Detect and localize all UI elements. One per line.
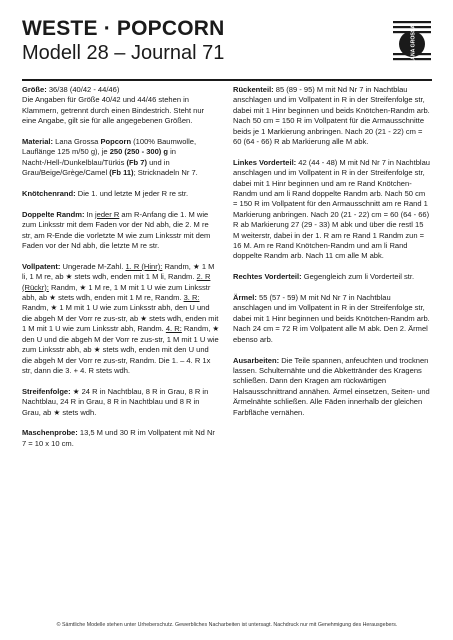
section-doppelte-randm (22, 210, 220, 252)
section-groesse (22, 85, 220, 127)
header-rule (22, 79, 432, 81)
vollpatent-text-2: Randm, ★ 1 M li, 1 M re, ab ★ stets wdh, enden mit 1 M li, Randm. (22, 261, 215, 282)
section-maschenprobe (22, 428, 220, 449)
section-rueckenteil (233, 85, 431, 147)
heading-material: Material: (22, 137, 54, 147)
material-yarn: Popcorn (100, 137, 132, 147)
vollpatent-text-4: Randm, ★ 1 M mit 1 U wie zum Linksstr abh, den U und die abgeh M der Vorr re zus-str, ab ★ stets wdh, enden mit 1 M mit 1 U wie zum Linksstr abh, Randm. (22, 303, 219, 334)
section-linkes-vorderteil (233, 158, 431, 262)
material-amount: 250 (250 - 300) g (109, 147, 169, 157)
aermel-text: 55 (57 - 59) M mit Nd Nr 7 in Nachtblau anschlagen und im Vollpatent in R in der Streifenfolge str, dabei mit 1 Hinr beginnen und beids Knötchen-Randm arb. Nach 24 cm = 72 R im Vollpatent alle M abk. Den 2. Ärmel ebenso arb. (233, 293, 430, 344)
section-vollpatent (22, 262, 220, 376)
section-material (22, 137, 220, 179)
heading-ausarbeiten: Ausarbeiten: (233, 355, 280, 365)
vollpatent-row-3: 3. R: (183, 293, 200, 303)
lana-grossa-logo (392, 17, 432, 63)
left-column (22, 85, 220, 460)
section-ausarbeiten (233, 356, 431, 418)
vollpatent-text-5: Randm, ★ den U und die abgeh M der Vorr re zus-str, 1 M mit 1 U wie zum Linksstr abh, ab ★ stets wdh, enden mit den U und die abgeh M der Vorr re zus-str, Randm. Die 1. – 4. R 1x str, dann die 3. + 4. R stets wdh. (22, 324, 220, 375)
doppelte-randm-underlined: jeder R (94, 209, 120, 219)
vollpatent-row-1: 1. R (Hinr): (125, 261, 163, 271)
material-fb7: (Fb 7) (126, 157, 147, 167)
heading-doppelte-randm: Doppelte Randm: (22, 209, 85, 219)
section-streifenfolge (22, 387, 220, 418)
rueckenteil-text: 85 (89 - 95) M mit Nd Nr 7 in Nachtblau anschlagen und im Vollpatent in R in der Streifenfolge str, dabei mit 1 Hinr beginnen und beids Knötchen-Randm arb. Nach 50 cm = 150 R im Vollpatent für die Armausschnitte beids je 1 Markierung anbringen. Nach 20 (21 - 22) cm = 60 (64 - 66) R ab Markierung alle M abk. (233, 85, 430, 147)
material-text-3: in Nacht-/Hell-/Dunkelblau/Türkis (22, 147, 176, 167)
material-fb11: (Fb 11) (109, 168, 134, 178)
page-header (22, 17, 432, 77)
streifenfolge-text: ★ 24 R in Nachtblau, 8 R in Grau, 8 R in Nachtblau, 24 R in Grau, 8 R in Nachtblau und 8 R in Grau, ab ★ stets wdh. (22, 386, 209, 417)
heading-rechtes-vorderteil: Rechtes Vorderteil: (233, 272, 302, 282)
material-text-4: und in Grau/Beige/Grège/Camel (22, 157, 170, 178)
vollpatent-text-1: Ungerade M-Zahl. (60, 261, 126, 271)
section-knoetchenrand (22, 189, 220, 199)
vollpatent-text-3: Randm, ★ 1 M re, 1 M mit 1 U wie zum Linksstr abh, ab ★ stets wdh, enden mit 1 M re, Randm. (22, 282, 211, 303)
doppelte-randm-text-2: am R-Anfang die 1. M wie zum Linksstr mit dem Faden vor der Nd abh, die 2. M re str, am R-Ende die vorletzte M wie zum Linksstr mit dem Faden vor der Nd abh, die letzte M re str. (22, 209, 211, 251)
ausarbeiten-text: Die Teile spannen, anfeuchten und trocknen lassen. Schulternähte und die Abkettränder des Kragens schließen. Dann den Kragen am rückwärtigen Halsausschnittrand annähen. Ärmel einsetzen, Seiten- und Ärmelnähte schließen. Alle Fäden innerhalb der gleichen Farbfläche vernähen. (233, 355, 430, 417)
material-text-5: ; Stricknadeln Nr 7. (133, 168, 198, 178)
vollpatent-row-4: 4. R: (165, 324, 182, 334)
section-rechtes-vorderteil (233, 272, 431, 282)
heading-linkes-vorderteil: Linkes Vorderteil: (233, 157, 297, 167)
rechtes-vorderteil-text: Gegengleich zum li Vorderteil str. (301, 272, 415, 282)
groesse-text: 36/38 (40/42 - 44/46) (46, 85, 120, 94)
section-aermel (233, 293, 431, 345)
vollpatent-row-2: 2. R (Rückr): (22, 272, 211, 292)
right-column (233, 85, 431, 428)
material-text-1: Lana Grossa (53, 137, 101, 147)
page-subtitle: Modell 28 – Journal 71 (22, 42, 225, 64)
copyright-footer: © Sämtliche Modelle stehen unter Urheberschutz. Gewerbliches Nacharbeiten ist untersagt. Nachdruck nur mit Genehmigung des Herausgebers. (56, 622, 398, 628)
heading-maschenprobe: Maschenprobe: (22, 428, 78, 438)
svg-text:LANA GROSSA: LANA GROSSA (410, 24, 417, 63)
heading-groesse: Größe: (22, 85, 47, 94)
heading-vollpatent: Vollpatent: (22, 261, 61, 271)
maschenprobe-text: 13,5 M und 30 R im Vollpatent mit Nd Nr 7 = 10 x 10 cm. (22, 428, 215, 448)
doppelte-randm-text-1: In (84, 209, 95, 219)
linkes-vorderteil-text: 42 (44 - 48) M mit Nd Nr 7 in Nachtblau anschlagen und im Vollpatent in R in der Streifenfolge str, dabei mit 1 Hinr beginnen und am re Rand Knötchen-Randm und am li Rand doppelte Randm arb. Nach 50 cm = 150 R im Vollpatent für den Armausschnitt am re Rand 1 Markierung anbringen. Nach 20 (21 - 22) cm = 60 (64 - 66) R ab Markierung 27 (29 - 33) M abk und über die restl 15 M weiterstr, dabei in der 1. R am re Rand 1 Randm zun = 16 M. Am re Rand Knötchen-Randm und am li Rand doppelte Randm arb. Nach 11 cm alle M abk. (233, 157, 430, 261)
heading-knoetchenrand: Knötchenrand: (22, 189, 76, 199)
heading-aermel: Ärmel: (233, 293, 257, 303)
heading-streifenfolge: Streifenfolge: (22, 386, 71, 396)
knoetchenrand-text: Die 1. und letzte M jeder R re str. (75, 189, 189, 199)
material-text-2: (100% Baumwolle, Lauflänge 125 m/50 g), je (22, 137, 197, 157)
groesse-note: Die Angaben für Größe 40/42 und 44/46 stehen in Klammern, getrennt durch einen Bindestrich. Steht nur eine Angabe, gilt sie für alle angegebenen Größen. (22, 95, 205, 126)
heading-rueckenteil: Rückenteil: (233, 85, 274, 94)
page-title: WESTE · POPCORN (22, 17, 225, 40)
